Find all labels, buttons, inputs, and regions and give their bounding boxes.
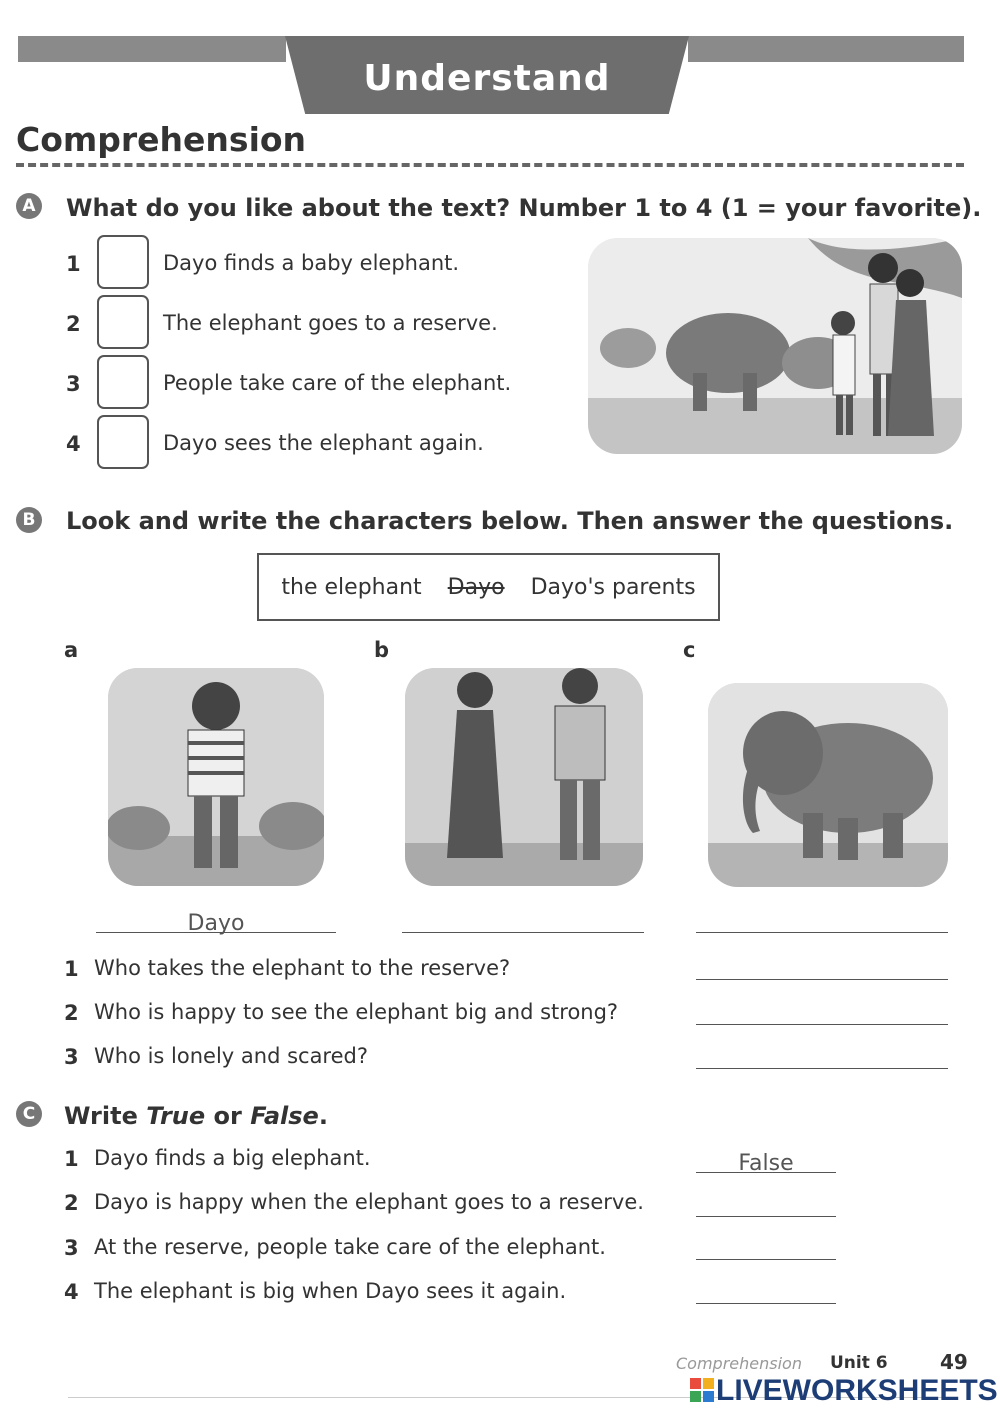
tf-answer-1: False xyxy=(738,1151,794,1176)
part-a-num-1: 1 xyxy=(66,252,81,276)
question-answer-line-2[interactable] xyxy=(696,1024,948,1025)
section-divider xyxy=(16,163,964,167)
part-a-item-2: The elephant goes to a reserve. xyxy=(163,311,498,335)
part-a-item-1: Dayo finds a baby elephant. xyxy=(163,251,460,275)
part-a-num-2: 2 xyxy=(66,312,81,336)
picture-letter-a: a xyxy=(64,638,79,662)
banner-title: Understand xyxy=(363,58,611,99)
question-answer-line-3[interactable] xyxy=(696,1068,948,1069)
tf-num-1: 1 xyxy=(64,1147,79,1171)
part-b-badge: B xyxy=(16,507,42,533)
part-a-num-4: 4 xyxy=(66,432,81,456)
part-c-badge: C xyxy=(16,1101,42,1127)
rank-box-1[interactable] xyxy=(97,235,149,289)
picture-dayo xyxy=(108,668,324,886)
part-a-badge: A xyxy=(16,193,42,219)
tf-answer-line-2[interactable] xyxy=(696,1216,836,1217)
question-2: Who is happy to see the elephant big and strong? xyxy=(94,1000,619,1024)
question-1: Who takes the elephant to the reserve? xyxy=(94,956,511,980)
part-c-instruction-true: True xyxy=(146,1102,206,1130)
answer-a: Dayo xyxy=(187,911,245,936)
footer-unit: Unit 6 xyxy=(830,1353,888,1373)
rank-box-2[interactable] xyxy=(97,295,149,349)
banner-bar-right xyxy=(688,36,964,62)
picture-letter-c: c xyxy=(683,638,696,662)
tf-statement-2: Dayo is happy when the elephant goes to a reserve. xyxy=(94,1190,644,1214)
part-a-num-3: 3 xyxy=(66,372,81,396)
part-c-instruction-false: False xyxy=(250,1102,319,1130)
tf-answer-line-3[interactable] xyxy=(696,1259,836,1260)
part-b-instruction: Look and write the characters below. Then answer the questions. xyxy=(66,507,954,535)
word-bank-item-2: Dayo xyxy=(447,574,505,600)
part-c-instruction-mid: or xyxy=(205,1102,251,1130)
picture-dayos-parents xyxy=(405,668,643,886)
picture-elephant xyxy=(708,683,948,887)
section-title: Comprehension xyxy=(16,120,307,159)
part-c-instruction-end: . xyxy=(318,1102,328,1130)
tf-answer-line-4[interactable] xyxy=(696,1303,836,1304)
word-bank xyxy=(257,553,720,621)
tf-num-4: 4 xyxy=(64,1280,79,1304)
tf-statement-1: Dayo finds a big elephant. xyxy=(94,1146,371,1170)
part-a-item-4: Dayo sees the elephant again. xyxy=(163,431,484,455)
word-bank-item-1: the elephant xyxy=(281,574,422,600)
part-c-instruction xyxy=(64,1102,328,1130)
question-num-1: 1 xyxy=(64,957,79,981)
rank-box-3[interactable] xyxy=(97,355,149,409)
question-3: Who is lonely and scared? xyxy=(94,1044,369,1068)
footer-page: 49 xyxy=(940,1350,968,1374)
liveworksheets-brand: LIVEWORKSHEETS xyxy=(716,1374,998,1407)
answer-line-b[interactable] xyxy=(402,932,644,933)
picture-letter-b: b xyxy=(374,638,390,662)
question-num-3: 3 xyxy=(64,1045,79,1069)
tf-answer-line-1[interactable] xyxy=(696,1172,836,1173)
illustration-elephants-family xyxy=(588,238,962,454)
tf-num-3: 3 xyxy=(64,1236,79,1260)
banner-bar-left xyxy=(18,36,286,62)
question-answer-line-1[interactable] xyxy=(696,979,948,980)
liveworksheets-logo-icon xyxy=(690,1378,714,1402)
answer-line-c[interactable] xyxy=(696,932,948,933)
tf-num-2: 2 xyxy=(64,1191,79,1215)
part-a-item-3: People take care of the elephant. xyxy=(163,371,512,395)
part-a-instruction: What do you like about the text? Number 1 to 4 (1 = your favorite). xyxy=(66,194,982,222)
tf-statement-4: The elephant is big when Dayo sees it again. xyxy=(94,1279,567,1303)
word-bank-item-3: Dayo's parents xyxy=(530,574,696,600)
rank-box-4[interactable] xyxy=(97,415,149,469)
footer-section: Comprehension xyxy=(676,1354,802,1373)
tf-statement-3: At the reserve, people take care of the elephant. xyxy=(94,1235,606,1259)
question-num-2: 2 xyxy=(64,1001,79,1025)
part-c-instruction-pre: Write xyxy=(64,1102,147,1130)
